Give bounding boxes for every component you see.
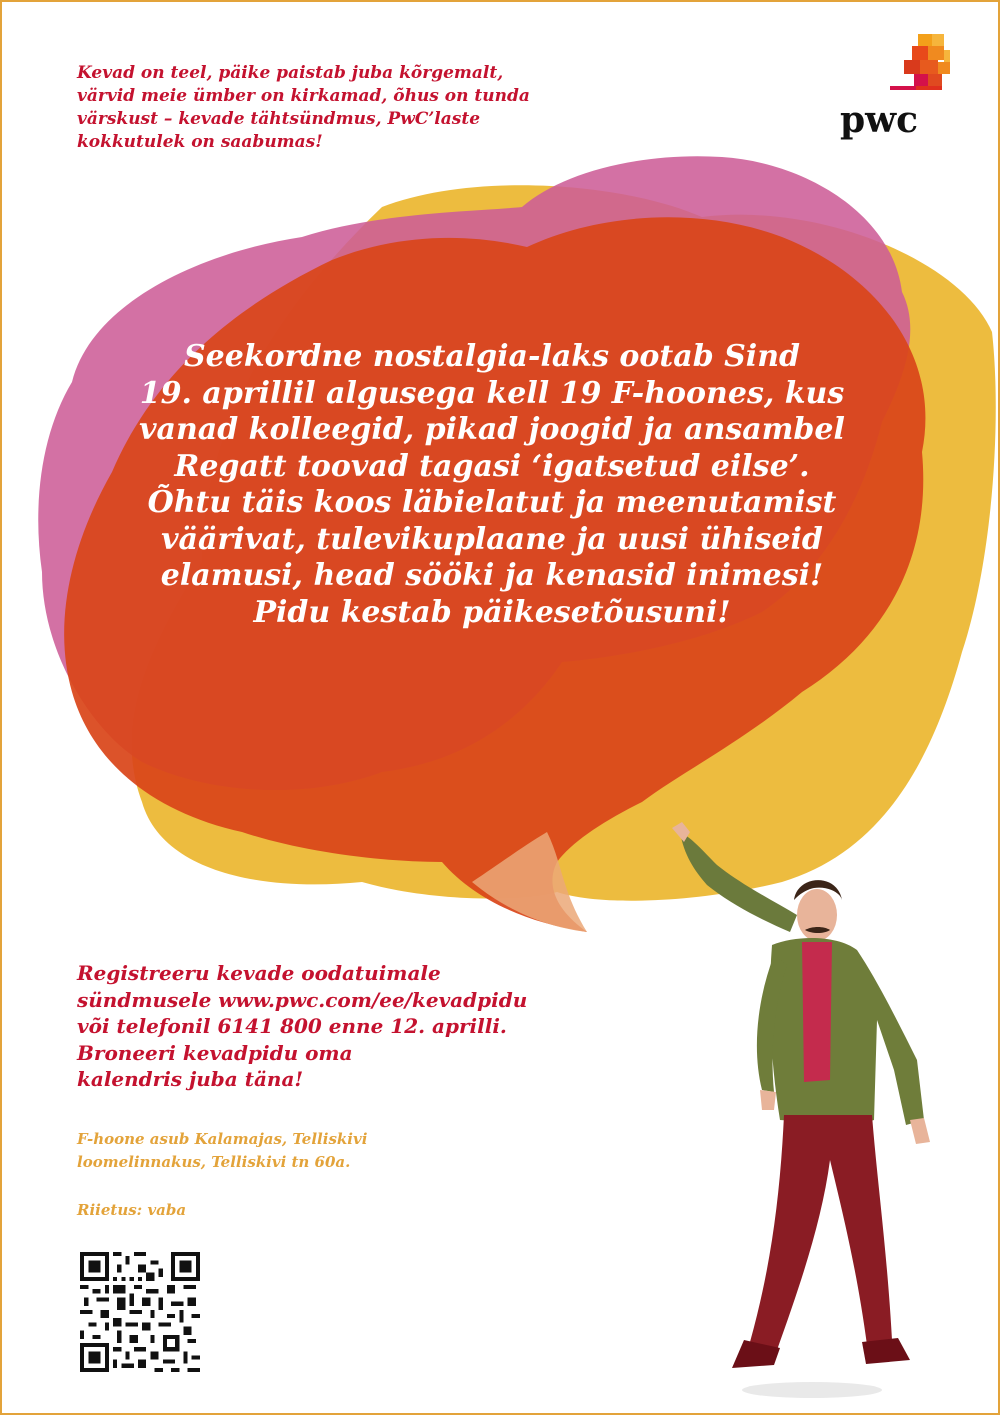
pwc-logo <box>840 32 950 141</box>
intro-text: Kevad on teel, päike paistab juba kõrgemalt, värvid meie ümber on kirkamad, õhus on tunda värskust – kevade tähtsündmus, PwC’laste kokkutulek on saabumas! <box>77 63 530 152</box>
main-invitation-text: Seekordne nostalgia-laks ootab Sind 19. aprillil algusega kell 19 F-hoones, kus vanad kolleegid, pikad joogid ja ansambel Regatt toovad tagasi ‘igatsetud eilse’. Õhtu täis koos läbielatut ja meenutamist väärivat, tulevikuplaane ja uusi ühiseid elamusi, head sööki ja kenasid inimesi! Pidu kestab päikesetõusuni! <box>139 339 845 630</box>
dress-code-text: Riietus: vaba <box>77 1201 187 1219</box>
venue-address-text: F-hoone asub Kalamajas, Telliskivi loomelinnakus, Telliskivi tn 60a. <box>77 1130 368 1171</box>
qr-code[interactable] <box>80 1252 200 1372</box>
registration-text: Registreeru kevade oodatuimale sündmusele www.pwc.com/ee/kevadpidu või telefonil 6141 800 enne 12. aprilli. Broneeri kevadpidu oma kalendris juba täna! <box>77 961 528 1091</box>
pwc-logo-icon <box>840 32 950 107</box>
dancing-man-photo <box>662 820 962 1400</box>
pwc-wordmark: pwc <box>840 99 919 141</box>
